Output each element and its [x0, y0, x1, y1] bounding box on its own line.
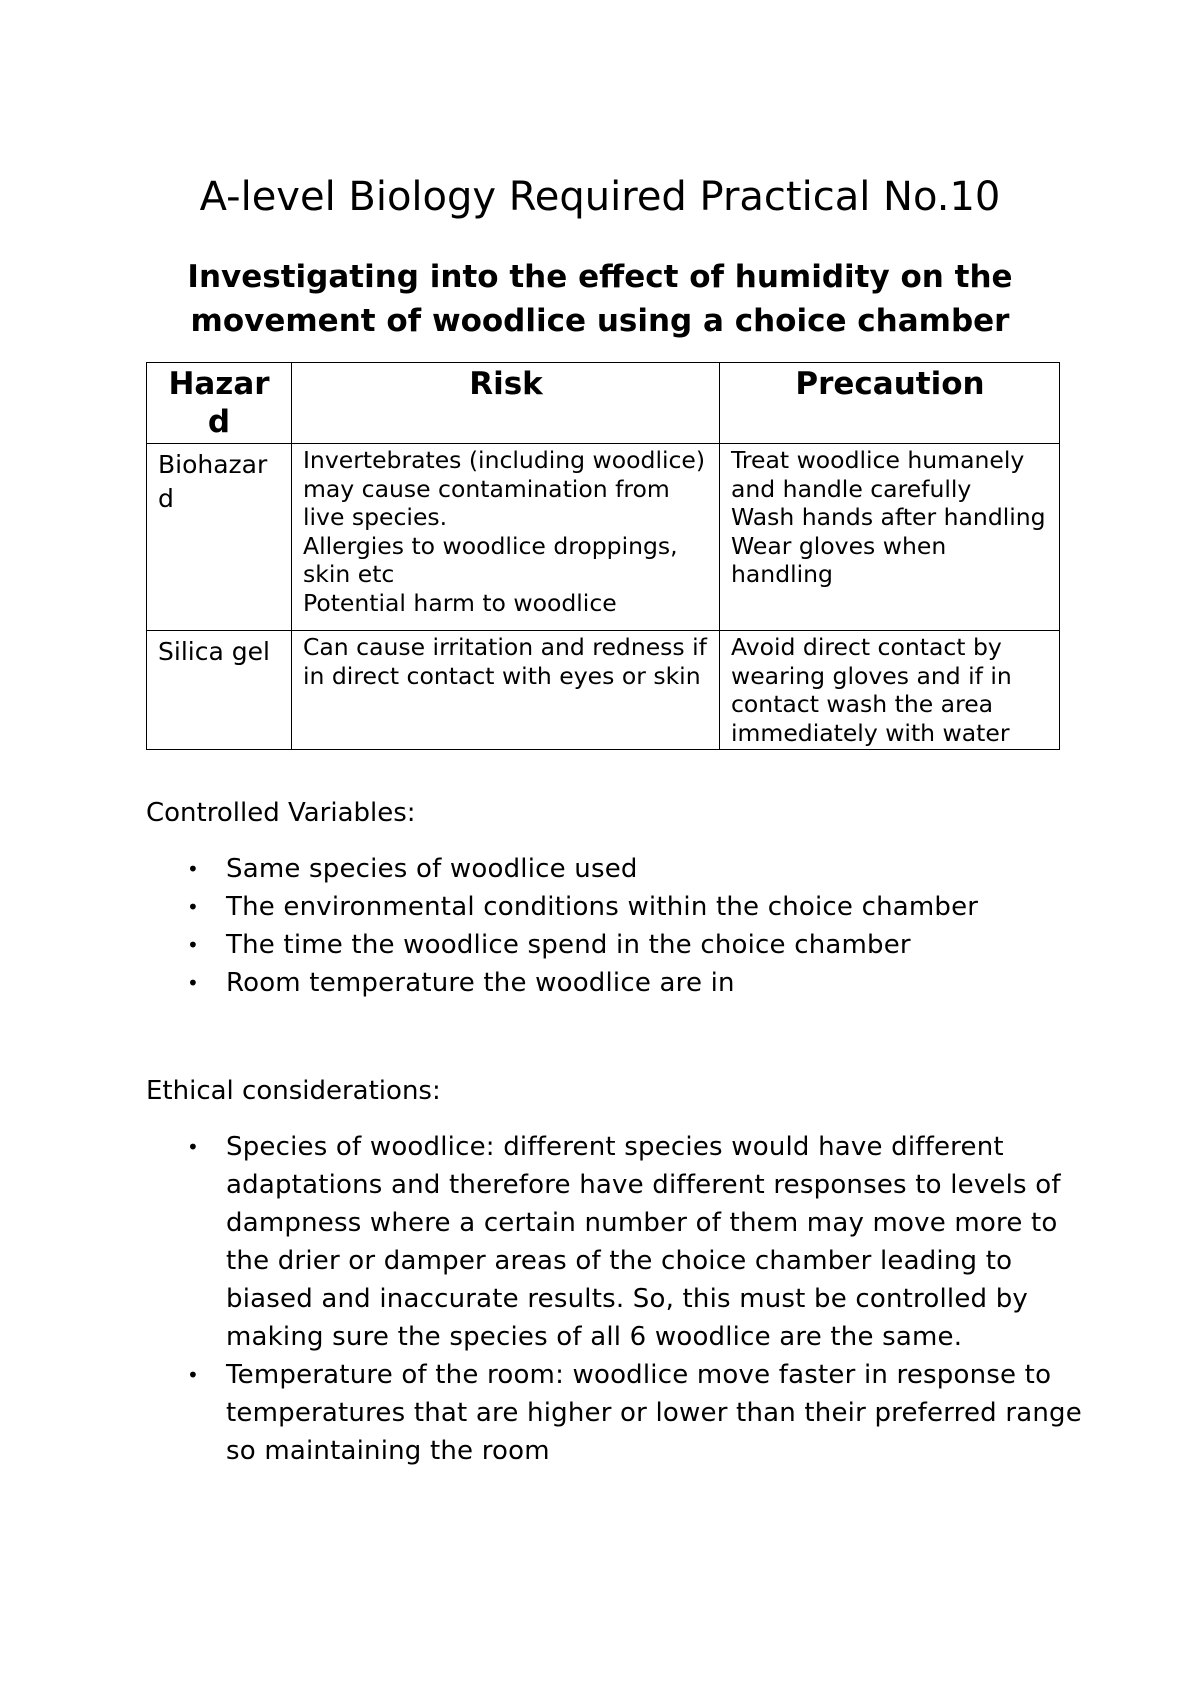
list-item — [146, 964, 1086, 1002]
list-item-text: Room temperature the woodlice are in — [226, 968, 735, 998]
risk-cell — [292, 444, 720, 631]
controlled-variables-list — [146, 850, 1086, 1002]
risk-line: Invertebrates (including woodlice) may cause contamination from live species. — [303, 446, 706, 531]
precaution-line: Wear gloves when handling — [731, 531, 947, 588]
risk-line: Allergies to woodlice droppings, skin etc — [303, 531, 678, 588]
column-header-hazard: Hazard — [147, 363, 292, 444]
table-row — [147, 631, 1060, 750]
precaution-line: Treat woodlice humanely and handle carefully — [731, 446, 1025, 503]
document-subtitle — [147, 255, 1053, 343]
column-header-risk: Risk — [292, 363, 720, 444]
ethical-considerations-list — [146, 1128, 1086, 1470]
list-item — [146, 926, 1086, 964]
bullet-icon: • — [187, 971, 199, 995]
list-item — [146, 1356, 1086, 1470]
subtitle-line: movement of woodlice using a choice chamber — [190, 303, 1010, 339]
risk-line: Potential harm to woodlice — [303, 588, 617, 617]
risk-assessment-table — [146, 362, 1060, 750]
precaution-cell — [720, 631, 1060, 750]
list-item — [146, 1128, 1086, 1356]
list-item-text: Species of woodlice: different species would have different adaptations and therefore have different responses to levels of dampness where a certain number of them may move more to the drier or damper areas of the choice chamber leading to biased and inaccurate results. So, this must be controlled by making sure the species of all 6 woodlice are the same. — [226, 1132, 1061, 1352]
precaution-cell — [720, 444, 1060, 631]
controlled-variables-heading: Controlled Variables: — [146, 798, 416, 828]
bullet-icon: • — [187, 1363, 199, 1387]
subtitle-line: Investigating into the effect of humidity on the — [187, 259, 1013, 295]
list-item-text: The environmental conditions within the choice chamber — [226, 892, 979, 922]
table-header-row — [147, 363, 1060, 444]
hazard-cell: Biohazard — [147, 444, 292, 631]
column-header-precaution: Precaution — [720, 363, 1060, 444]
bullet-icon: • — [187, 933, 199, 957]
list-item — [146, 850, 1086, 888]
list-item-text: Temperature of the room: woodlice move faster in response to temperatures that are higher or lower than their preferred range so maintaining the room — [226, 1360, 1082, 1466]
precaution-line: Wash hands after handling — [731, 503, 1046, 531]
list-item-text: Same species of woodlice used — [226, 854, 638, 884]
bullet-icon: • — [187, 895, 199, 919]
bullet-icon: • — [187, 857, 199, 881]
table-row — [147, 444, 1060, 631]
ethical-considerations-heading: Ethical considerations: — [146, 1076, 441, 1106]
list-item-text: The time the woodlice spend in the choice chamber — [226, 930, 911, 960]
document-title: A-level Biology Required Practical No.10 — [199, 174, 1001, 220]
risk-cell — [292, 631, 720, 750]
precaution-line: Avoid direct contact by wearing gloves and if in contact wash the area immediately with water — [731, 633, 1012, 747]
bullet-icon: • — [187, 1135, 199, 1159]
risk-line: Can cause irritation and redness if in direct contact with eyes or skin — [303, 633, 707, 690]
hazard-cell: Silica gel — [147, 631, 292, 750]
list-item — [146, 888, 1086, 926]
